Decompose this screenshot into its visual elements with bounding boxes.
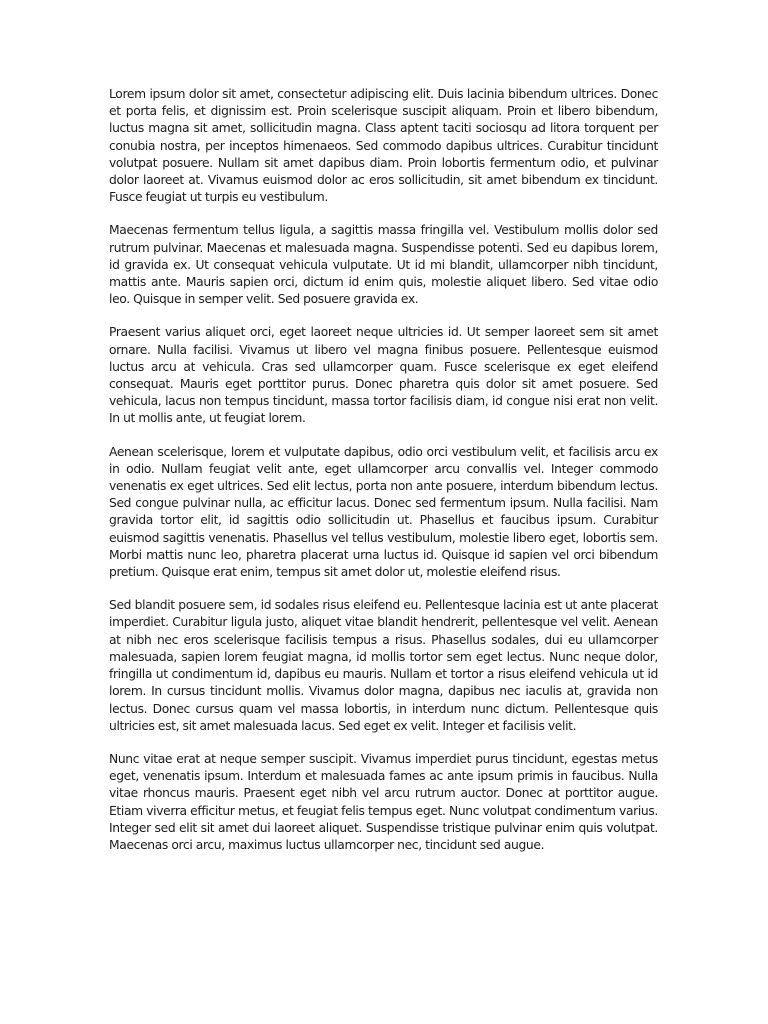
paragraph-3: Praesent varius aliquet orci, eget laoreet neque ultricies id. Ut semper laoreet sem sit amet ornare. Nulla facilisi. Vivamus ut libero vel magna finibus posuere. Pellentesque euismod luctus arcu at vehicula. Cras sed ullamcorper quam. Fusce scelerisque ex eget eleifend consequat. Mauris eget porttitor purus. Donec pharetra quis dolor sit amet posuere. Sed vehicula, lacus non tempus tincidunt, massa tortor facilisis diam, id congue nisi erat non velit. In ut mollis ante, ut feugiat lorem. (109, 325, 658, 426)
paragraph-6: Nunc vitae erat at neque semper suscipit. Vivamus imperdiet purus tincidunt, egestas metus eget, venenatis ipsum. Interdum et malesuada fames ac ante ipsum primis in faucibus. Nulla vitae rhoncus mauris. Praesent eget nibh vel arcu rutrum auctor. Donec at porttitor augue. Etiam viverra efficitur metus, et feugiat felis tempus eget. Nunc volutpat condimentum varius. Integer sed elit sit amet dui laoreet aliquet. Suspendisse tristique pulvinar enim quis volutpat. Maecenas orci arcu, maximus luctus ullamcorper nec, tincidunt sed augue. (109, 751, 658, 852)
paragraph-1: Lorem ipsum dolor sit amet, consectetur adipiscing elit. Duis lacinia bibendum ultrices. Donec et porta felis, et dignissim est. Proin scelerisque suscipit aliquam. Proin et libero bibendum, luctus magna sit amet, sollicitudin magna. Class aptent taciti sociosqu ad litora torquent per conubia nostra, per inceptos himenaeos. Sed commodo dapibus ultrices. Curabitur tincidunt volutpat posuere. Nullam sit amet dapibus diam. Proin lobortis fermentum odio, et pulvinar dolor laoreet at. Vivamus euismod dolor ac eros sollicitudin, sit amet bibendum ex tincidunt. Fusce feugiat ut turpis eu vestibulum. (109, 87, 658, 205)
paragraph-2: Maecenas fermentum tellus ligula, a sagittis massa fringilla vel. Vestibulum mollis dolor sed rutrum pulvinar. Maecenas et malesuada magna. Suspendisse potenti. Sed eu dapibus lorem, id gravida ex. Ut consequat vehicula vulputate. Ut id mi blandit, ullamcorper nibh tincidunt, mattis ante. Mauris sapien orci, dictum id enim quis, molestie aliquet libero. Sed vitae odio leo. Quisque in semper velit. Sed posuere gravida ex. (109, 223, 658, 307)
paragraph-5: Sed blandit posuere sem, id sodales risus eleifend eu. Pellentesque lacinia est ut ante placerat imperdiet. Curabitur ligula justo, aliquet vitae blandit hendrerit, pellentesque vel velit. Aenean at nibh nec eros scelerisque facilisis tempus a risus. Phasellus sodales, dui eu ullamcorper malesuada, sapien lorem feugiat magna, id mollis tortor sem eget lectus. Nunc neque dolor, fringilla ut condimentum id, dapibus eu mauris. Nullam et tortor a risus eleifend vehicula ut id lorem. In cursus tincidunt mollis. Vivamus dolor magna, dapibus nec iaculis at, gravida non lectus. Donec cursus quam vel massa lobortis, in interdum nunc dictum. Pellentesque quis ultricies est, sit amet malesuada lacus. Sed eget ex velit. Integer et facilisis velit. (109, 598, 658, 733)
paragraph-4: Aenean scelerisque, lorem et vulputate dapibus, odio orci vestibulum velit, et facilisis arcu ex in odio. Nullam feugiat velit ante, eget ullamcorper arcu convallis vel. Integer commodo venenatis ex eget ultrices. Sed elit lectus, porta non ante posuere, interdum bibendum lectus. Sed congue pulvinar nulla, ac efficitur lacus. Donec sed fermentum ipsum. Nulla facilisi. Nam gravida tortor elit, id sagittis odio sollicitudin ut. Phasellus et faucibus ipsum. Curabitur euismod sagittis venenatis. Phasellus vel tellus vestibulum, molestie libero eget, lobortis sem. Morbi mattis nunc leo, pharetra placerat urna luctus id. Quisque id sapien vel orci bibendum pretium. Quisque erat enim, tempus sit amet dolor ut, molestie eleifend risus. (109, 444, 658, 580)
document-page (109, 86, 658, 870)
